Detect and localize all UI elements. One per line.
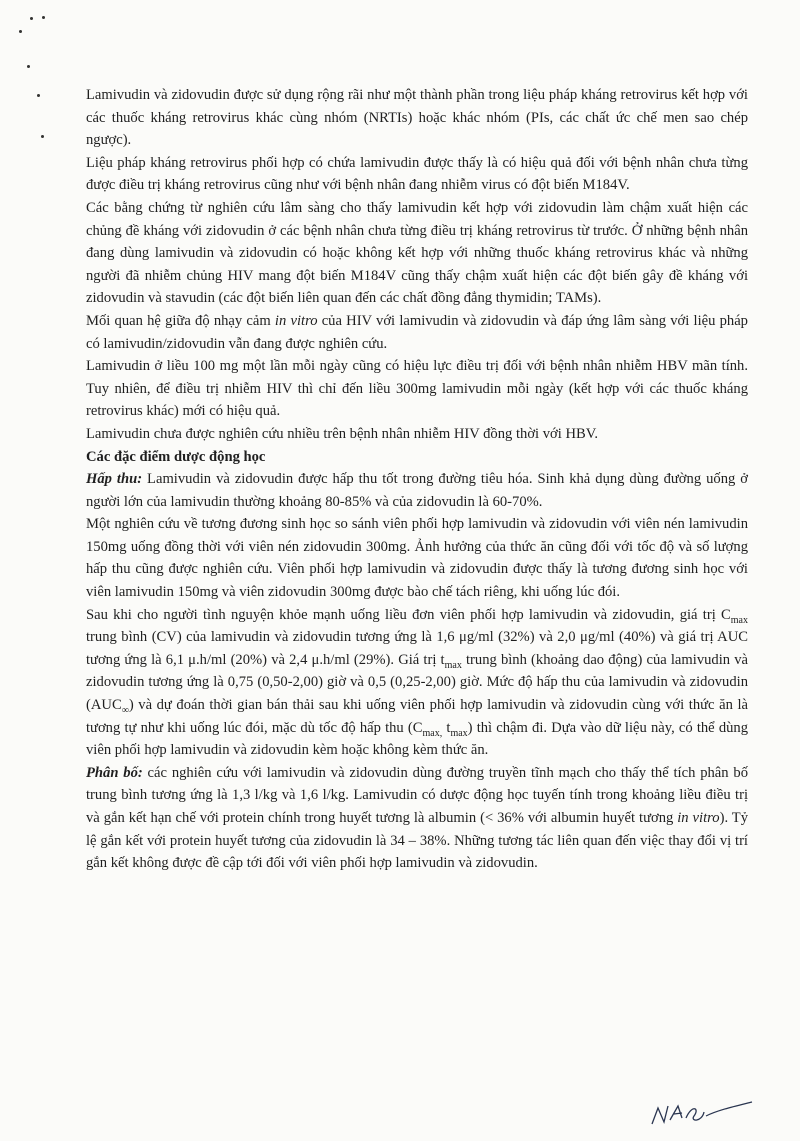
paragraph-1: Lamivudin và zidovudin được sử dụng rộng rãi như một thành phần trong liệu pháp kháng retrovirus kết hợp với các thuốc kháng retrovirus khác cùng nhóm (NRTIs) hoặc khác nhóm (PIs, các chất ức chế men sao chép ngược). (86, 87, 748, 149)
text-run: Sau khi cho người tình nguyện khỏe mạnh uống liều đơn viên phối hợp lamivudin và zidovudin, giá trị C (86, 606, 731, 623)
paragraph-distribution (86, 762, 748, 875)
paragraph-3: Các bằng chứng từ nghiên cứu lâm sàng cho thấy lamivudin kết hợp với zidovudin làm chậm xuất hiện các chủng đề kháng với zidovudin ở các bệnh nhân chưa từng điều trị kháng retrovirus từ trước. Ở những bệnh nhân đang dùng lamivudin và zidovudin có hoặc không kết hợp với những thuốc kháng retrovirus khác và những người đã nhiễm chủng HIV mang đột biến M184V cũng thấy chậm xuất hiện các đột biến gây đề kháng với zidovudin và stavudin (các đột biến liên quan đến các chất đồng đẳng thymidin; TAMs). (86, 199, 748, 307)
paragraph-8: Một nghiên cứu về tương đương sinh học so sánh viên phối hợp lamivudin và zidovudin với viên nén lamivudin 150mg uống đồng thời với viên nén zidovudin 300mg. Ảnh hưởng của thức ăn cũng đối với tốc độ và số lượng hấp thu cũng được nghiên cứu. Viên phối hợp lamivudin và zidovudin được thấy là tương đương sinh học với viên lamivudin 150mg và viên zidovudin 300mg được bào chế tách riêng, khi uống lúc đói. (86, 516, 748, 601)
scan-mark (41, 135, 44, 138)
handwritten-signature (648, 1094, 758, 1130)
text-run: Mối quan hệ giữa độ nhạy cảm (86, 312, 275, 329)
text-run: Lamivudin và zidovudin được hấp thu tốt trong đường tiêu hóa. Sinh khả dụng dùng đường uống ở người lớn của lamivudin thường khoảng 80-85% và của zidovudin là 60-70%. (86, 471, 748, 510)
text-run: trung bình (CV) của lamivudin và zidovudin tương ứng là 1,6 μg/ml (32%) và 2,0 μg/ml (40%) và giá trị AUC tương ứng là 6,1 μ.h/ml (20%) và 2,4 μ.h/ml (29%). Giá trị t (86, 629, 748, 668)
text-run: của HIV với lamivudin và zidovudin và đáp ứng lâm sàng với liệu pháp có lamivudin/zidovudin vẫn đang được nghiên cứu. (86, 312, 748, 352)
section-heading: Các đặc điểm dược động học (86, 448, 266, 465)
subheading-absorption: Hấp thu: (86, 471, 143, 488)
paragraph-5: Lamivudin ở liều 100 mg một lần mỗi ngày cũng có hiệu lực điều trị đối với bệnh nhân nhiễm HBV mãn tính. Tuy nhiên, để điều trị nhiễm HIV thì chỉ đến liều 300mg lamivudin mỗi ngày (kết hợp với các thuốc kháng retrovirus khác) mới có hiệu quả. (86, 358, 748, 420)
subscript: max (450, 727, 468, 739)
scan-mark (30, 17, 33, 20)
document-body (86, 84, 748, 875)
subheading-distribution: Phân bố: (86, 764, 143, 781)
scan-mark (27, 65, 30, 68)
paragraph-9 (86, 604, 748, 762)
italic-term: in vitro (677, 810, 720, 826)
text-run: ) thì chậm đi. Dựa vào dữ liệu này, có thể dùng viên phối hợp lamivudin và zidovudin kèm hoặc không kèm thức ăn. (86, 719, 749, 759)
paragraph-absorption (86, 468, 748, 513)
subscript: ∞ (121, 704, 129, 716)
scan-mark (37, 94, 40, 97)
paragraph-6: Lamivudin chưa được nghiên cứu nhiều trên bệnh nhân nhiễm HIV đồng thời với HBV. (86, 425, 599, 442)
text-run: t (442, 719, 451, 736)
subscript: max (444, 659, 462, 671)
text-run: ) và dự đoán thời gian bán thải sau khi uống viên phối hợp lamivudin và zidovudin cùng với thức ăn là tương tự như khi uống lúc đói, mặc dù tốc độ hấp thu (C (86, 697, 748, 736)
scan-mark (42, 16, 45, 19)
italic-term: in vitro (274, 312, 318, 329)
subscript: max, (422, 727, 443, 739)
scan-mark (19, 30, 22, 33)
paragraph-2: Liệu pháp kháng retrovirus phối hợp có chứa lamivudin được thấy là có hiệu quả đối với bệnh nhân chưa từng được điều trị kháng retrovirus cũng như với bệnh nhân đang nhiễm virus có đột biến M184V. (86, 154, 748, 194)
paragraph-4 (86, 310, 748, 355)
subscript: max (730, 614, 748, 626)
text-run: trung bình (khoảng dao động) của lamivudin và zidovudin tương ứng là 0,75 (0,50-2,00) giờ và 0,5 (0,25-2,00) giờ. Mức độ hấp thu của lamivudin và zidovudin (AUC (86, 651, 748, 714)
text-run: các nghiên cứu với lamivudin và zidovudin dùng đường truyền tĩnh mạch cho thấy thể tích phân bố trung bình tương ứng là 1,3 l/kg và 1,6 l/kg. Lamivudin có dược động học tuyến tính trong khoảng liều điều trị và gắn kết hạn chế với protein chính trong huyết tương là albumin (< 36% với albumin huyết tương (86, 764, 748, 826)
text-run: ). Tỷ lệ gắn kết với protein huyết tương của zidovudin là 34 – 38%. Những tương tác liên quan đến việc thay đổi vị trí gắn kết không được đề cập tới đối với viên phối hợp lamivudin và zidovudin. (86, 810, 748, 872)
